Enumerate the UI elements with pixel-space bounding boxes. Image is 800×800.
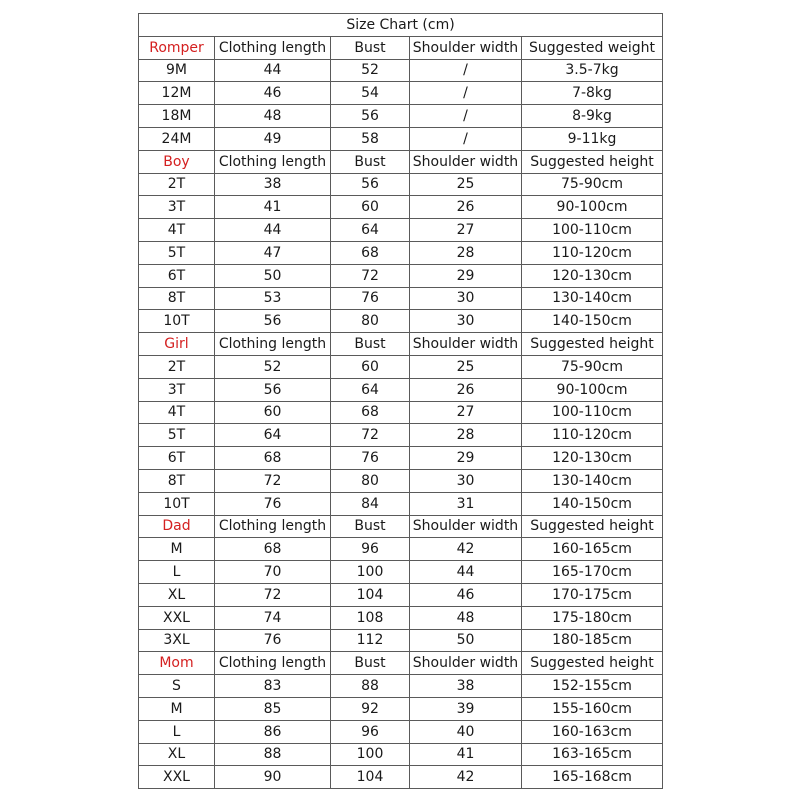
table-cell: 163-165cm [522, 743, 663, 766]
column-header: Suggested height [522, 515, 663, 538]
table-cell: 28 [410, 424, 522, 447]
table-cell: 110-120cm [522, 241, 663, 264]
table-cell: 42 [410, 538, 522, 561]
table-cell: 100-110cm [522, 401, 663, 424]
column-header: Shoulder width [410, 652, 522, 675]
table-cell: 180-185cm [522, 629, 663, 652]
title-row [139, 14, 663, 37]
table-cell: 27 [410, 219, 522, 242]
size-label: 8T [139, 469, 215, 492]
column-header: Clothing length [215, 652, 331, 675]
table-cell: 47 [215, 241, 331, 264]
table-cell: 86 [215, 720, 331, 743]
table-cell: 130-140cm [522, 469, 663, 492]
table-cell: 27 [410, 401, 522, 424]
section-header-row [139, 515, 663, 538]
table-cell: 152-155cm [522, 675, 663, 698]
table-cell: 160-165cm [522, 538, 663, 561]
table-cell: 30 [410, 469, 522, 492]
section-header-row [139, 333, 663, 356]
table-cell: 56 [215, 310, 331, 333]
table-row [139, 127, 663, 150]
table-cell: 68 [331, 401, 410, 424]
table-cell: 50 [410, 629, 522, 652]
table-cell: 38 [215, 173, 331, 196]
table-cell: 52 [215, 355, 331, 378]
size-label: 8T [139, 287, 215, 310]
column-header: Bust [331, 652, 410, 675]
table-cell: 85 [215, 697, 331, 720]
table-cell: 48 [215, 105, 331, 128]
table-cell: 42 [410, 766, 522, 789]
table-cell: 96 [331, 720, 410, 743]
column-header: Shoulder width [410, 150, 522, 173]
table-cell: 88 [215, 743, 331, 766]
column-header: Suggested height [522, 333, 663, 356]
table-row [139, 561, 663, 584]
table-cell: 104 [331, 766, 410, 789]
size-label: L [139, 720, 215, 743]
table-cell: 72 [215, 583, 331, 606]
table-cell: 44 [215, 219, 331, 242]
size-label: 5T [139, 424, 215, 447]
table-cell: 84 [331, 492, 410, 515]
column-header: Shoulder width [410, 36, 522, 59]
size-label: 10T [139, 492, 215, 515]
table-cell: 52 [331, 59, 410, 82]
size-label: 5T [139, 241, 215, 264]
table-cell: 29 [410, 264, 522, 287]
table-cell: 64 [215, 424, 331, 447]
table-cell: 54 [331, 82, 410, 105]
table-cell: 74 [215, 606, 331, 629]
table-cell: 64 [331, 378, 410, 401]
table-cell: 75-90cm [522, 173, 663, 196]
table-cell: 160-163cm [522, 720, 663, 743]
table-cell: / [410, 59, 522, 82]
size-label: M [139, 538, 215, 561]
size-label: 9M [139, 59, 215, 82]
size-label: 2T [139, 173, 215, 196]
table-cell: 83 [215, 675, 331, 698]
size-label: L [139, 561, 215, 584]
table-cell: 58 [331, 127, 410, 150]
column-header: Clothing length [215, 333, 331, 356]
table-cell: 29 [410, 447, 522, 470]
table-cell: 25 [410, 173, 522, 196]
table-cell: 100 [331, 743, 410, 766]
table-cell: 90-100cm [522, 196, 663, 219]
table-cell: 100-110cm [522, 219, 663, 242]
table-cell: 76 [331, 447, 410, 470]
table-cell: 108 [331, 606, 410, 629]
table-cell: 165-168cm [522, 766, 663, 789]
section-name: Mom [139, 652, 215, 675]
table-cell: 7-8kg [522, 82, 663, 105]
size-label: M [139, 697, 215, 720]
table-cell: 44 [410, 561, 522, 584]
size-label: 3T [139, 378, 215, 401]
column-header: Shoulder width [410, 515, 522, 538]
table-cell: 30 [410, 287, 522, 310]
table-cell: 75-90cm [522, 355, 663, 378]
size-label: 4T [139, 401, 215, 424]
table-cell: 120-130cm [522, 447, 663, 470]
section-header-row [139, 652, 663, 675]
table-row [139, 401, 663, 424]
table-cell: 56 [331, 105, 410, 128]
column-header: Clothing length [215, 515, 331, 538]
table-cell: 96 [331, 538, 410, 561]
table-cell: 130-140cm [522, 287, 663, 310]
table-row [139, 743, 663, 766]
table-cell: 40 [410, 720, 522, 743]
chart-title: Size Chart (cm) [139, 14, 663, 37]
table-cell: 110-120cm [522, 424, 663, 447]
size-label: XL [139, 743, 215, 766]
table-cell: 41 [410, 743, 522, 766]
table-cell: / [410, 105, 522, 128]
table-row [139, 492, 663, 515]
size-label: 24M [139, 127, 215, 150]
table-cell: 68 [331, 241, 410, 264]
table-row [139, 766, 663, 789]
table-cell: 49 [215, 127, 331, 150]
table-cell: 60 [331, 196, 410, 219]
section-name: Boy [139, 150, 215, 173]
table-cell: 140-150cm [522, 310, 663, 333]
table-cell: 90-100cm [522, 378, 663, 401]
table-row [139, 447, 663, 470]
table-cell: 155-160cm [522, 697, 663, 720]
table-row [139, 355, 663, 378]
table-row [139, 538, 663, 561]
table-cell: 76 [215, 629, 331, 652]
column-header: Shoulder width [410, 333, 522, 356]
table-cell: 72 [331, 264, 410, 287]
column-header: Suggested height [522, 150, 663, 173]
table-cell: / [410, 127, 522, 150]
table-cell: 25 [410, 355, 522, 378]
table-cell: 80 [331, 469, 410, 492]
table-row [139, 675, 663, 698]
table-cell: 31 [410, 492, 522, 515]
table-cell: 48 [410, 606, 522, 629]
table-cell: 90 [215, 766, 331, 789]
table-cell: 100 [331, 561, 410, 584]
table-cell: 50 [215, 264, 331, 287]
table-cell: 39 [410, 697, 522, 720]
table-cell: 8-9kg [522, 105, 663, 128]
table-row [139, 173, 663, 196]
table-cell: 72 [215, 469, 331, 492]
table-cell: 165-170cm [522, 561, 663, 584]
table-row [139, 720, 663, 743]
table-cell: 38 [410, 675, 522, 698]
size-label: 3T [139, 196, 215, 219]
table-cell: 68 [215, 447, 331, 470]
size-label: XL [139, 583, 215, 606]
table-cell: 56 [331, 173, 410, 196]
table-cell: 72 [331, 424, 410, 447]
table-cell: 28 [410, 241, 522, 264]
table-cell: 104 [331, 583, 410, 606]
size-label: 10T [139, 310, 215, 333]
table-cell: 46 [410, 583, 522, 606]
table-cell: 80 [331, 310, 410, 333]
table-row [139, 629, 663, 652]
table-cell: 175-180cm [522, 606, 663, 629]
table-row [139, 469, 663, 492]
table-cell: 64 [331, 219, 410, 242]
size-label: 12M [139, 82, 215, 105]
size-label: 6T [139, 264, 215, 287]
size-label: 2T [139, 355, 215, 378]
table-cell: 60 [215, 401, 331, 424]
table-row [139, 219, 663, 242]
size-chart-table [138, 13, 663, 789]
table-cell: 92 [331, 697, 410, 720]
table-cell: 140-150cm [522, 492, 663, 515]
table-row [139, 583, 663, 606]
table-row [139, 196, 663, 219]
table-cell: 70 [215, 561, 331, 584]
table-row [139, 105, 663, 128]
table-cell: 88 [331, 675, 410, 698]
section-name: Girl [139, 333, 215, 356]
table-row [139, 424, 663, 447]
size-label: 4T [139, 219, 215, 242]
table-cell: 76 [215, 492, 331, 515]
size-label: S [139, 675, 215, 698]
column-header: Bust [331, 36, 410, 59]
column-header: Bust [331, 515, 410, 538]
column-header: Suggested weight [522, 36, 663, 59]
table-cell: 60 [331, 355, 410, 378]
size-label: 3XL [139, 629, 215, 652]
table-row [139, 287, 663, 310]
table-cell: 3.5-7kg [522, 59, 663, 82]
column-header: Suggested height [522, 652, 663, 675]
table-cell: 53 [215, 287, 331, 310]
section-name: Dad [139, 515, 215, 538]
table-cell: 44 [215, 59, 331, 82]
table-row [139, 59, 663, 82]
section-header-row [139, 150, 663, 173]
section-header-row [139, 36, 663, 59]
table-row [139, 606, 663, 629]
table-cell: 56 [215, 378, 331, 401]
column-header: Bust [331, 333, 410, 356]
table-row [139, 378, 663, 401]
table-cell: 46 [215, 82, 331, 105]
table-row [139, 310, 663, 333]
table-row [139, 82, 663, 105]
column-header: Clothing length [215, 150, 331, 173]
size-label: 6T [139, 447, 215, 470]
column-header: Bust [331, 150, 410, 173]
section-name: Romper [139, 36, 215, 59]
table-cell: 170-175cm [522, 583, 663, 606]
table-row [139, 264, 663, 287]
table-cell: 41 [215, 196, 331, 219]
table-cell: / [410, 82, 522, 105]
size-label: 18M [139, 105, 215, 128]
table-cell: 120-130cm [522, 264, 663, 287]
table-cell: 9-11kg [522, 127, 663, 150]
column-header: Clothing length [215, 36, 331, 59]
table-row [139, 241, 663, 264]
table-cell: 68 [215, 538, 331, 561]
table-cell: 26 [410, 378, 522, 401]
size-label: XXL [139, 766, 215, 789]
size-label: XXL [139, 606, 215, 629]
table-cell: 112 [331, 629, 410, 652]
table-cell: 76 [331, 287, 410, 310]
table-cell: 26 [410, 196, 522, 219]
table-row [139, 697, 663, 720]
table-cell: 30 [410, 310, 522, 333]
